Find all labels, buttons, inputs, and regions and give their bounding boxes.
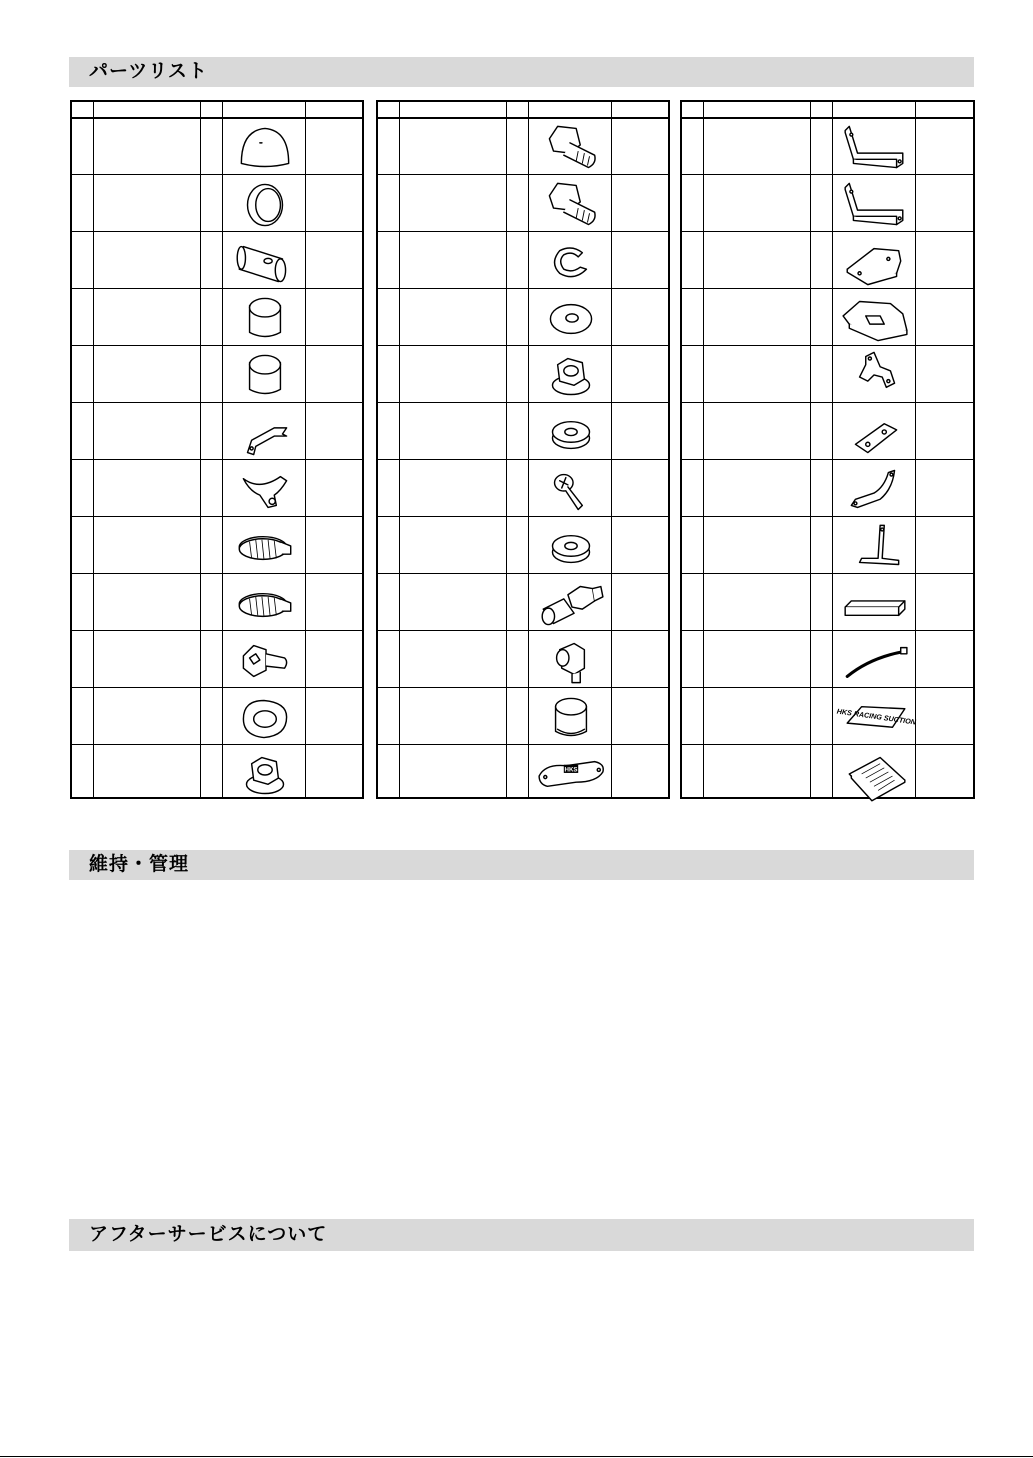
plate-icon xyxy=(839,236,911,292)
row-divider xyxy=(682,516,973,517)
table-row xyxy=(378,518,668,575)
collar-icon xyxy=(535,521,607,577)
table-row xyxy=(682,518,973,575)
table-row xyxy=(72,290,362,347)
row-divider xyxy=(378,288,668,289)
row-divider xyxy=(378,516,668,517)
after-service-heading-bar xyxy=(69,1219,974,1251)
funnel-ring-icon xyxy=(229,179,301,235)
spring-washer-icon xyxy=(535,236,607,292)
row-divider xyxy=(378,573,668,574)
row-divider xyxy=(682,345,973,346)
table-row xyxy=(378,404,668,461)
row-divider xyxy=(682,231,973,232)
table-row xyxy=(682,347,973,404)
row-divider xyxy=(72,231,362,232)
grommet-icon xyxy=(229,692,301,748)
table-row xyxy=(72,746,362,801)
table-row xyxy=(378,689,668,746)
row-divider xyxy=(378,459,668,460)
table-header xyxy=(378,102,668,119)
sticker-icon xyxy=(836,692,917,748)
table-header xyxy=(72,102,362,119)
flat-washer-icon xyxy=(535,293,607,349)
row-divider xyxy=(682,630,973,631)
row-divider xyxy=(378,345,668,346)
table-row xyxy=(682,746,973,801)
row-divider xyxy=(378,630,668,631)
table-row xyxy=(378,347,668,404)
row-divider xyxy=(682,288,973,289)
row-divider xyxy=(378,231,668,232)
cap-icon xyxy=(229,122,301,178)
after-service-heading: アフターサービスについて xyxy=(89,1223,328,1245)
row-divider xyxy=(682,573,973,574)
elbow-fitting-icon xyxy=(535,635,607,691)
table-row xyxy=(682,404,973,461)
row-divider xyxy=(378,687,668,688)
hose-icon xyxy=(229,350,301,406)
foam-strip-icon xyxy=(839,578,911,634)
screw-icon xyxy=(535,464,607,520)
parts-table-3 xyxy=(680,100,975,799)
l-bracket-icon xyxy=(839,521,911,577)
row-divider xyxy=(682,687,973,688)
small-plate-icon xyxy=(839,407,911,463)
flange-nut-icon xyxy=(229,749,301,805)
table-row xyxy=(682,689,973,746)
row-divider xyxy=(72,402,362,403)
row-divider xyxy=(72,744,362,745)
table-row xyxy=(72,689,362,746)
row-divider xyxy=(682,174,973,175)
hose-clamp-icon xyxy=(229,521,301,577)
table-row xyxy=(72,176,362,233)
table-row xyxy=(72,575,362,632)
table-row xyxy=(72,632,362,689)
parts-table-2 xyxy=(376,100,670,799)
table-row xyxy=(72,119,362,176)
table-row xyxy=(378,575,668,632)
maintenance-heading: 維持・管理 xyxy=(89,853,190,875)
manual-icon xyxy=(839,749,911,805)
table-row xyxy=(682,233,973,290)
table-row xyxy=(72,461,362,518)
table-row xyxy=(682,461,973,518)
row-divider xyxy=(72,516,362,517)
nipple-fitting-icon xyxy=(535,578,607,634)
table-row xyxy=(378,461,668,518)
row-divider xyxy=(72,174,362,175)
table-row xyxy=(682,575,973,632)
emblem-plate-icon xyxy=(535,749,607,805)
table-row xyxy=(378,290,668,347)
socket-bolt-icon xyxy=(229,635,301,691)
table-header xyxy=(682,102,973,119)
clip-bracket-icon xyxy=(229,464,301,520)
stay-bracket-icon xyxy=(839,179,911,235)
hex-bolt-icon xyxy=(535,122,607,178)
row-divider xyxy=(378,174,668,175)
table-row xyxy=(72,347,362,404)
hose-clamp-icon xyxy=(229,578,301,634)
table-row xyxy=(72,233,362,290)
stay-bracket-icon xyxy=(839,122,911,178)
table-row xyxy=(378,746,668,801)
table-row xyxy=(682,290,973,347)
small-bracket-icon xyxy=(839,350,911,406)
footer-rule xyxy=(0,1456,1033,1457)
table-row xyxy=(682,176,973,233)
row-divider xyxy=(682,402,973,403)
row-divider xyxy=(378,402,668,403)
row-divider xyxy=(682,459,973,460)
svg-text:HKS RACING SUCTION: HKS RACING SUCTION xyxy=(836,706,917,727)
flange-nut-icon xyxy=(535,350,607,406)
cable-tie-icon xyxy=(839,635,911,691)
rubber-cap-icon xyxy=(535,692,607,748)
parts-list-heading: パーツリスト xyxy=(89,60,208,82)
table-row xyxy=(378,632,668,689)
svg-text:HKS: HKS xyxy=(564,766,578,774)
hex-bolt-icon xyxy=(535,179,607,235)
table-row xyxy=(378,176,668,233)
table-row xyxy=(378,119,668,176)
table-row xyxy=(682,632,973,689)
parts-table-1 xyxy=(70,100,364,799)
bracket-icon xyxy=(229,407,301,463)
row-divider xyxy=(72,630,362,631)
table-row xyxy=(682,119,973,176)
hose-icon xyxy=(229,293,301,349)
collar-icon xyxy=(535,407,607,463)
pipe-icon xyxy=(229,236,301,292)
parts-list-heading-bar xyxy=(69,57,974,87)
cover-plate-icon xyxy=(839,293,911,349)
row-divider xyxy=(72,687,362,688)
row-divider xyxy=(378,744,668,745)
maintenance-heading-bar xyxy=(69,850,974,880)
row-divider xyxy=(682,744,973,745)
row-divider xyxy=(72,573,362,574)
row-divider xyxy=(72,288,362,289)
table-row xyxy=(378,233,668,290)
row-divider xyxy=(72,459,362,460)
table-row xyxy=(72,518,362,575)
row-divider xyxy=(72,345,362,346)
table-row xyxy=(72,404,362,461)
curved-bracket-icon xyxy=(839,464,911,520)
